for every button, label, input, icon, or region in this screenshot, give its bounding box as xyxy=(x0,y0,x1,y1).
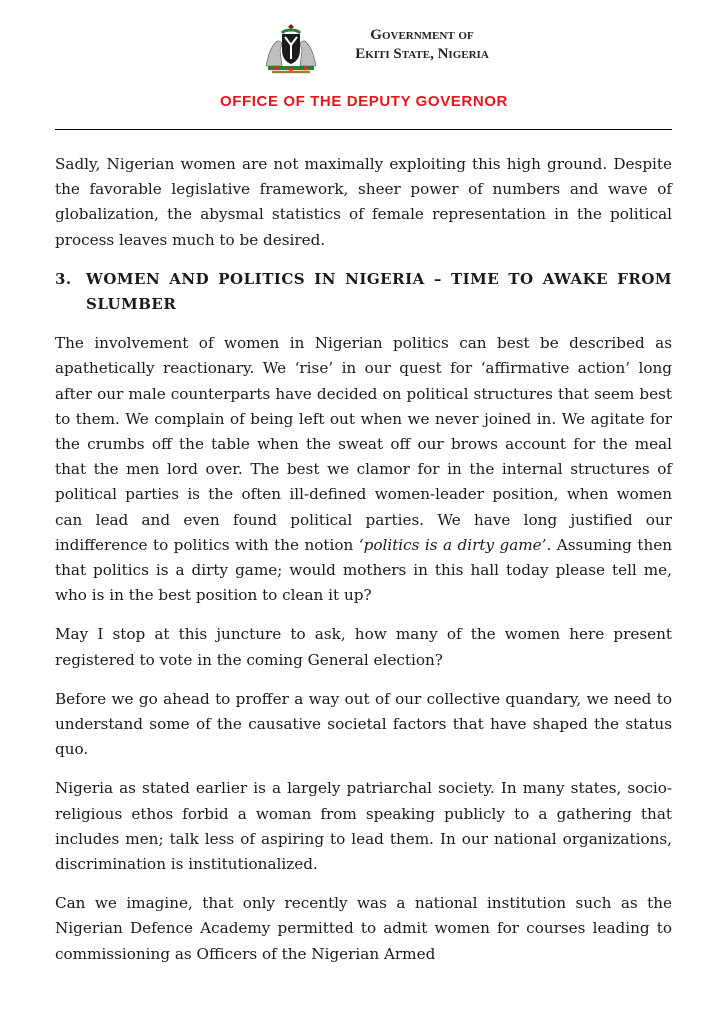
paragraph-2 xyxy=(55,331,672,608)
government-name xyxy=(322,26,522,64)
paragraph-5: Nigeria as stated earlier is a largely patriarchal society. In many states, socio-religious ethos forbid a woman from speaking publicly to a gathering that includes men; talk less of aspiring to lead them. In our national organizations, discrimination is institutionalized. xyxy=(55,779,672,874)
paragraph-2-part-a: The involvement of women in Nigerian politics can best be described as apathetically reactionary. We ‘rise’ in our quest for ‘affirmative action’ long after our male counterparts have decided on political structures that seem best to them. We complain of being left out when we never joined in. We agitate for the crumbs off the table when the sweat off our brows account for the meal that the men lord over. The best we clamor for in the internal structures of political parties is the often ill-defined women-leader position, when women can lead and even found political parties. We have long justified our indifference to politics with the notion xyxy=(55,334,672,554)
section-title: WOMEN AND POLITICS IN NIGERIA – TIME TO AWAKE FROM SLUMBER xyxy=(86,269,672,314)
section-heading xyxy=(55,267,672,317)
paragraph-4: Before we go ahead to proffer a way out of our collective quandary, we need to understand some of the causative societal factors that have shaped the status quo. xyxy=(55,689,672,759)
paragraph-6: Can we imagine, that only recently was a national institution such as the Nigerian Defence Academy permitted to admit women for courses leading to commissioning as Officers of the Nigerian Armed xyxy=(55,894,672,963)
paragraph-1: Sadly, Nigerian women are not maximally exploiting this high ground. Despite the favorable legislative framework, sheer power of numbers and wave of globalization, the abysmal statistics of female representation in the political process leaves much to be desired. xyxy=(55,155,672,249)
paragraph-2-part-b: . Assuming then that politics is a dirty game; would mothers in this hall today please tell me, who is in the best position to clean it up? xyxy=(55,535,672,605)
header-divider xyxy=(55,129,672,130)
document-body xyxy=(55,152,672,981)
paragraph-3: May I stop at this juncture to ask, how many of the women here present registered to vote in the coming General election? xyxy=(55,625,672,669)
paragraph-2-quote: ‘politics is a dirty game’ xyxy=(358,535,547,554)
government-line-2: Ekiti State, Nigeria xyxy=(355,46,489,62)
government-line-1: Government of xyxy=(370,27,474,43)
nigerian-coat-of-arms-icon xyxy=(260,22,322,74)
section-number: 3. xyxy=(55,269,72,288)
letterhead xyxy=(0,22,728,82)
office-title: OFFICE OF THE DEPUTY GOVERNOR xyxy=(220,93,508,110)
